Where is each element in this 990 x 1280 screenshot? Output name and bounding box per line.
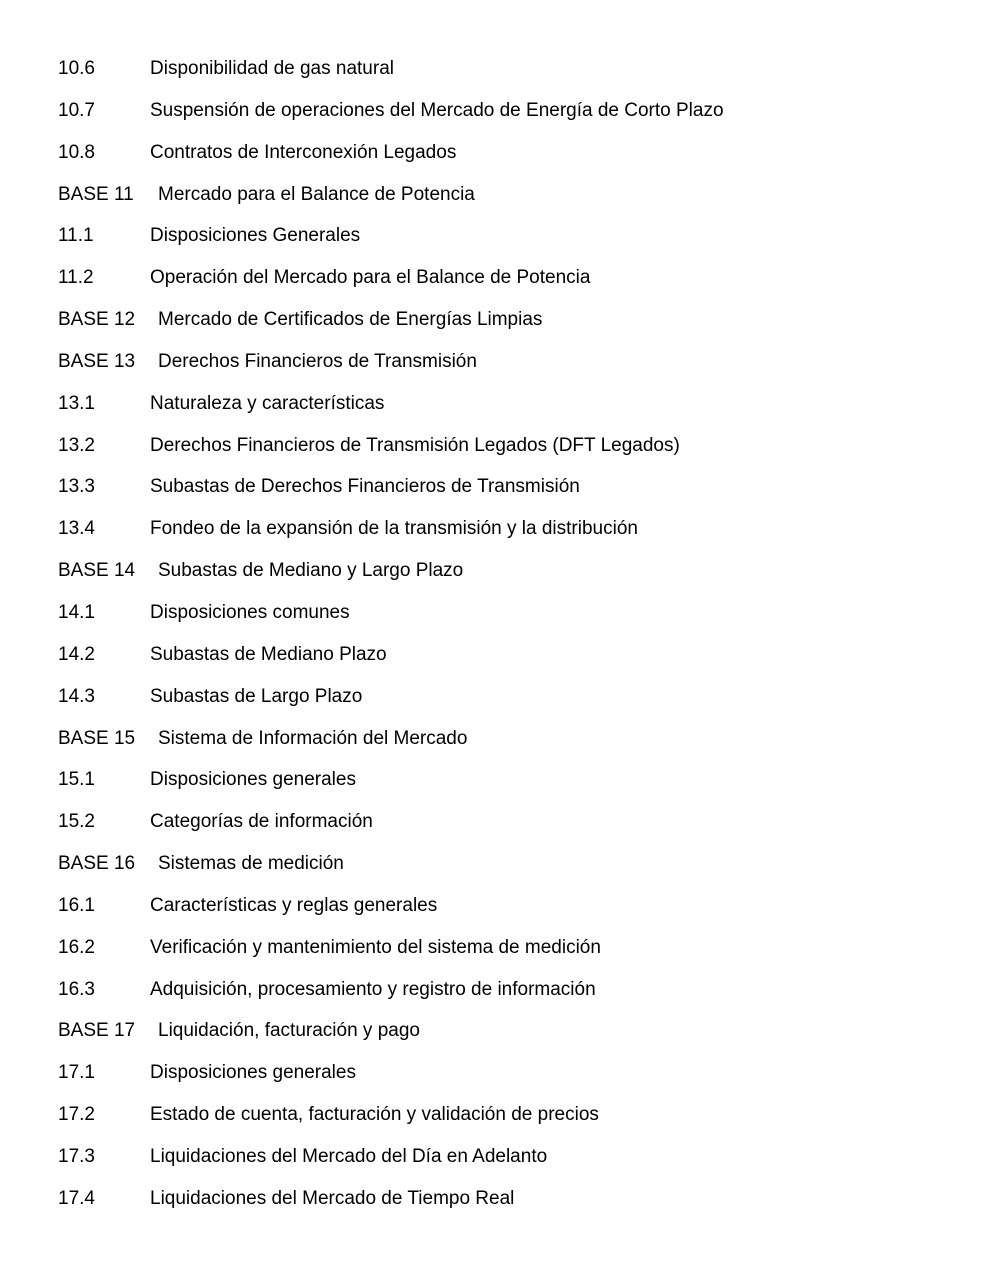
- toc-base-number: BASE 17: [58, 1020, 136, 1042]
- toc-entry: [58, 894, 958, 936]
- toc-entry-title: Fondeo de la expansión de la transmisión y la distribución: [150, 518, 638, 540]
- toc-entry-number: 17.2: [58, 1104, 95, 1126]
- toc-entry-title: Disposiciones generales: [150, 769, 356, 791]
- toc-base-title: Subastas de Mediano y Largo Plazo: [158, 560, 464, 582]
- toc-entry-title: Liquidaciones del Mercado del Día en Adelanto: [150, 1145, 548, 1167]
- toc-entry-number: 10.8: [58, 141, 95, 163]
- toc-entry-number: 14.3: [58, 685, 95, 707]
- toc-entry-number: 15.2: [58, 811, 95, 833]
- toc-entry: [58, 99, 958, 141]
- toc-entry-number: 10.6: [58, 58, 95, 79]
- toc-entry: [58, 266, 958, 308]
- toc-base-number: BASE 11: [58, 183, 134, 205]
- toc-entry-number: 11.2: [58, 267, 94, 289]
- toc-entry-number: 13.3: [58, 476, 95, 498]
- toc-entry: [58, 978, 958, 1020]
- toc-entry: [58, 434, 958, 476]
- toc-entry: [58, 224, 958, 266]
- toc-entry-title: Adquisición, procesamiento y registro de información: [150, 978, 596, 1000]
- toc-entry-title: Suspensión de operaciones del Mercado de Energía de Corto Plazo: [150, 99, 724, 121]
- table-of-contents: [58, 57, 958, 1229]
- toc-base-heading: [58, 727, 958, 769]
- toc-base-title: Sistemas de medición: [158, 853, 344, 875]
- toc-base-number: BASE 13: [58, 350, 136, 372]
- toc-entry-title: Verificación y mantenimiento del sistema de medición: [150, 936, 601, 958]
- toc-entry-number: 11.1: [58, 225, 94, 247]
- toc-entry-number: 16.3: [58, 978, 95, 1000]
- toc-entry-number: 16.1: [58, 894, 95, 916]
- toc-entry: [58, 475, 958, 517]
- toc-entry-number: 15.1: [58, 769, 95, 791]
- toc-entry: [58, 810, 958, 852]
- toc-base-number: BASE 15: [58, 727, 136, 749]
- toc-entry-number: 13.2: [58, 434, 95, 456]
- toc-base-title: Sistema de Información del Mercado: [158, 727, 468, 749]
- toc-entry: [58, 1145, 958, 1187]
- toc-entry: [58, 601, 958, 643]
- toc-entry: [58, 685, 958, 727]
- toc-base-heading: [58, 183, 958, 225]
- toc-entry-title: Disposiciones generales: [150, 1062, 356, 1084]
- toc-entry-title: Características y reglas generales: [150, 894, 438, 916]
- toc-base-heading: [58, 1019, 958, 1061]
- toc-entry-number: 17.3: [58, 1145, 95, 1167]
- toc-entry: [58, 643, 958, 685]
- toc-entry-title: Disposiciones Generales: [150, 225, 361, 247]
- toc-entry: [58, 392, 958, 434]
- toc-entry: [58, 517, 958, 559]
- toc-entry-title: Subastas de Mediano Plazo: [150, 643, 387, 665]
- toc-base-title: Liquidación, facturación y pago: [158, 1020, 420, 1042]
- toc-entry: [58, 57, 958, 99]
- toc-base-number: BASE 14: [58, 560, 136, 582]
- toc-entry-title: Disposiciones comunes: [150, 601, 350, 623]
- toc-entry: [58, 141, 958, 183]
- toc-entry: [58, 1061, 958, 1103]
- toc-entry-number: 16.2: [58, 936, 95, 958]
- toc-entry-title: Disponibilidad de gas natural: [150, 58, 394, 79]
- toc-entry-title: Estado de cuenta, facturación y validación de precios: [150, 1104, 599, 1126]
- toc-entry-number: 17.4: [58, 1187, 95, 1209]
- toc-entry-title: Derechos Financieros de Transmisión Legados (DFT Legados): [150, 434, 680, 456]
- toc-base-title: Mercado de Certificados de Energías Limpias: [158, 309, 543, 331]
- toc-entry-number: 13.4: [58, 518, 95, 540]
- toc-entry-number: 14.2: [58, 643, 95, 665]
- toc-entry: [58, 936, 958, 978]
- toc-entry-title: Naturaleza y características: [150, 392, 385, 414]
- toc-base-number: BASE 12: [58, 309, 136, 331]
- toc-base-heading: [58, 308, 958, 350]
- toc-entry: [58, 768, 958, 810]
- toc-entry-number: 10.7: [58, 99, 95, 121]
- toc-entry-title: Categorías de información: [150, 811, 373, 833]
- toc-base-title: Mercado para el Balance de Potencia: [158, 183, 475, 205]
- toc-base-heading: [58, 559, 958, 601]
- toc-entry-title: Contratos de Interconexión Legados: [150, 141, 457, 163]
- toc-entry-title: Subastas de Largo Plazo: [150, 685, 363, 707]
- toc-base-heading: [58, 350, 958, 392]
- toc-base-heading: [58, 852, 958, 894]
- toc-base-title: Derechos Financieros de Transmisión: [158, 350, 477, 372]
- toc-entry-title: Subastas de Derechos Financieros de Transmisión: [150, 476, 580, 498]
- toc-entry-number: 14.1: [58, 601, 95, 623]
- toc-entry-number: 13.1: [58, 392, 95, 414]
- toc-entry-number: 17.1: [58, 1062, 95, 1084]
- toc-entry: [58, 1187, 958, 1229]
- toc-entry: [58, 1103, 958, 1145]
- toc-entry-title: Liquidaciones del Mercado de Tiempo Real: [150, 1187, 515, 1209]
- toc-base-number: BASE 16: [58, 853, 136, 875]
- toc-entry-title: Operación del Mercado para el Balance de Potencia: [150, 267, 591, 289]
